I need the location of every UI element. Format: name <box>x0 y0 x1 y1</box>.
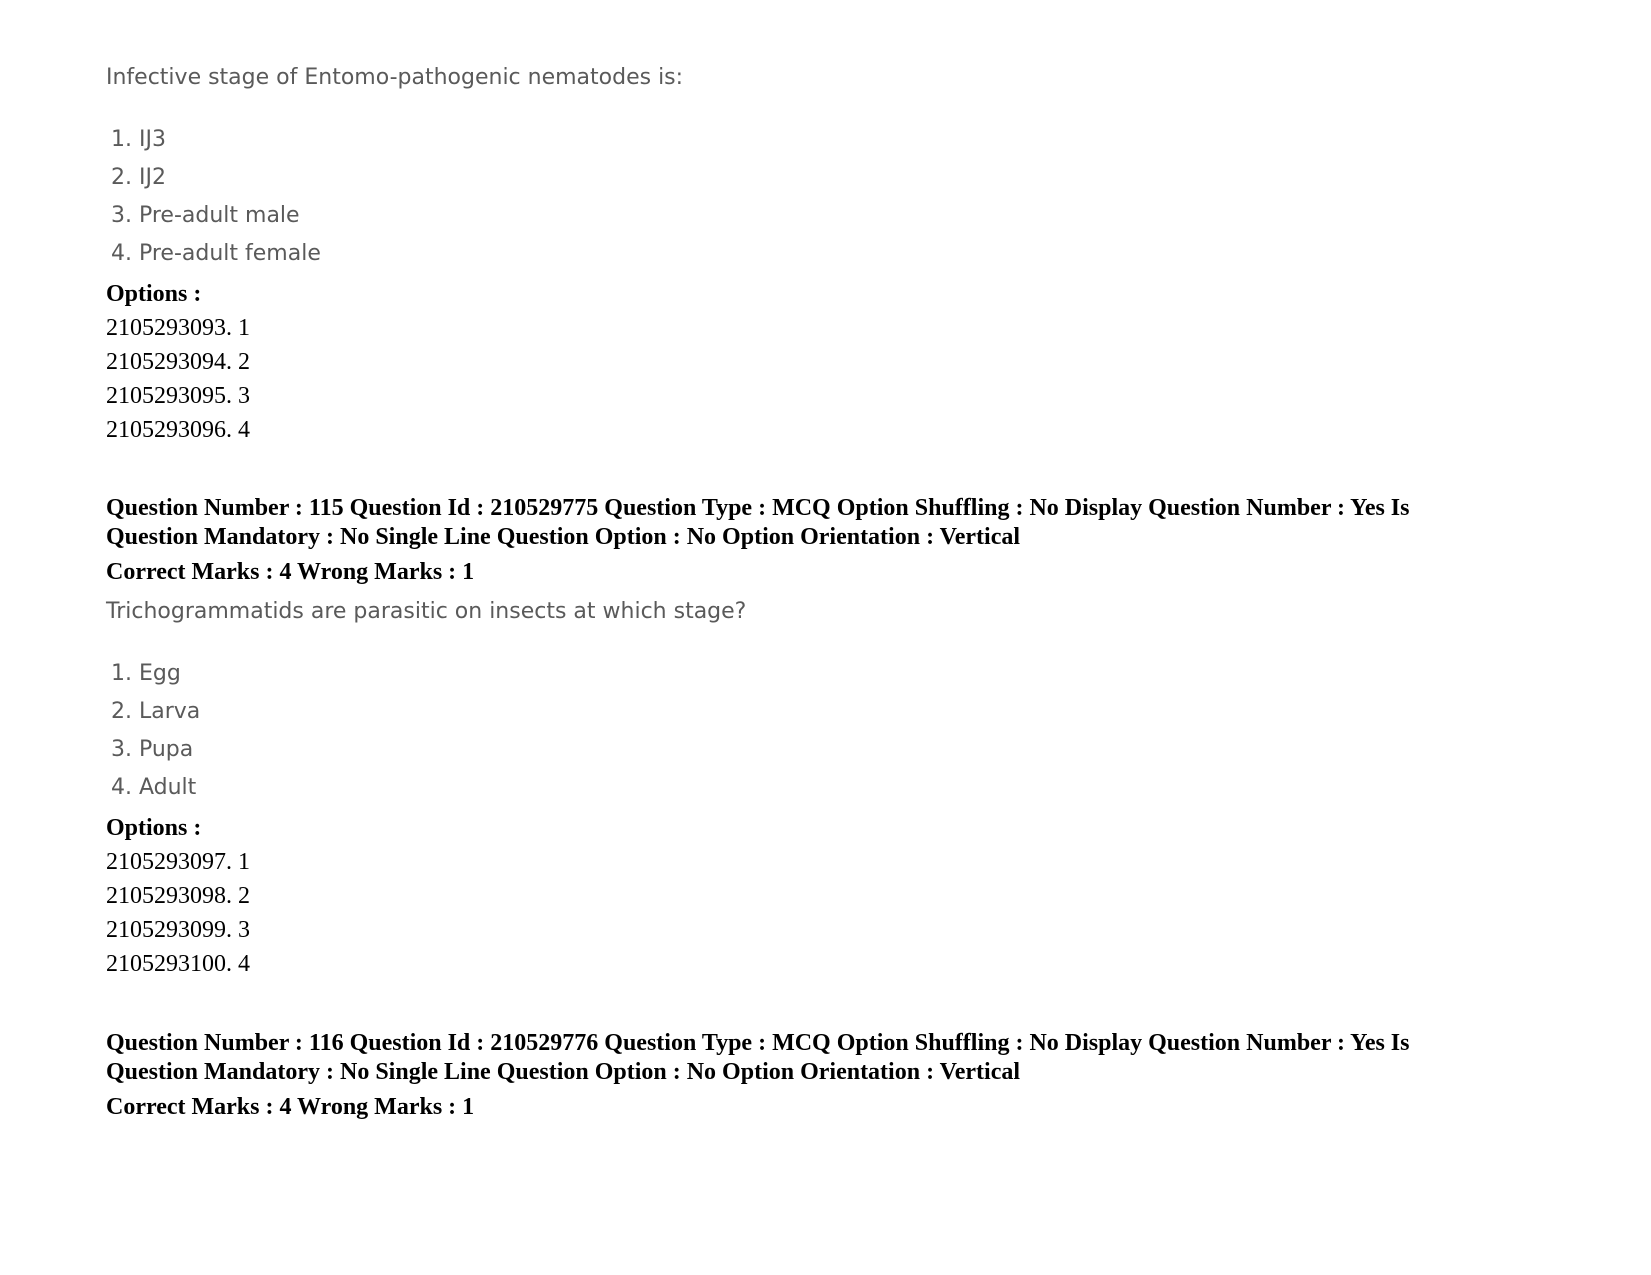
option-id: 2105293100. 4 <box>106 951 250 977</box>
answer-choice: 2. Larva <box>111 699 201 724</box>
option-id: 2105293097. 1 <box>106 849 250 875</box>
answer-choice: 1. Egg <box>111 661 181 686</box>
marks-line: Correct Marks : 4 Wrong Marks : 1 <box>106 559 475 585</box>
option-id: 2105293095. 3 <box>106 383 250 409</box>
options-heading: Options : <box>106 815 202 841</box>
question-meta-line: Question Number : 115 Question Id : 210529775 Question Type : MCQ Option Shuffling : No Display Question Number : Yes Is <box>106 495 1410 521</box>
answer-choice: 2. IJ2 <box>111 165 166 190</box>
question-meta-line: Question Mandatory : No Single Line Question Option : No Option Orientation : Vertical <box>106 524 1021 550</box>
answer-choice: 4. Pre-adult female <box>111 241 321 266</box>
answer-choice: 3. Pre-adult male <box>111 203 300 228</box>
question-text: Infective stage of Entomo-pathogenic nematodes is: <box>106 65 684 90</box>
answer-choice: 1. IJ3 <box>111 127 166 152</box>
option-id: 2105293094. 2 <box>106 349 250 375</box>
question-text: Trichogrammatids are parasitic on insects at which stage? <box>106 599 747 624</box>
option-id: 2105293099. 3 <box>106 917 250 943</box>
marks-line: Correct Marks : 4 Wrong Marks : 1 <box>106 1094 475 1120</box>
answer-choice: 4. Adult <box>111 775 197 800</box>
question-meta-line: Question Mandatory : No Single Line Question Option : No Option Orientation : Vertical <box>106 1059 1021 1085</box>
answer-choice: 3. Pupa <box>111 737 194 762</box>
question-meta-line: Question Number : 116 Question Id : 210529776 Question Type : MCQ Option Shuffling : No Display Question Number : Yes Is <box>106 1030 1410 1056</box>
options-heading: Options : <box>106 281 202 307</box>
option-id: 2105293096. 4 <box>106 417 250 443</box>
option-id: 2105293098. 2 <box>106 883 250 909</box>
option-id: 2105293093. 1 <box>106 315 250 341</box>
